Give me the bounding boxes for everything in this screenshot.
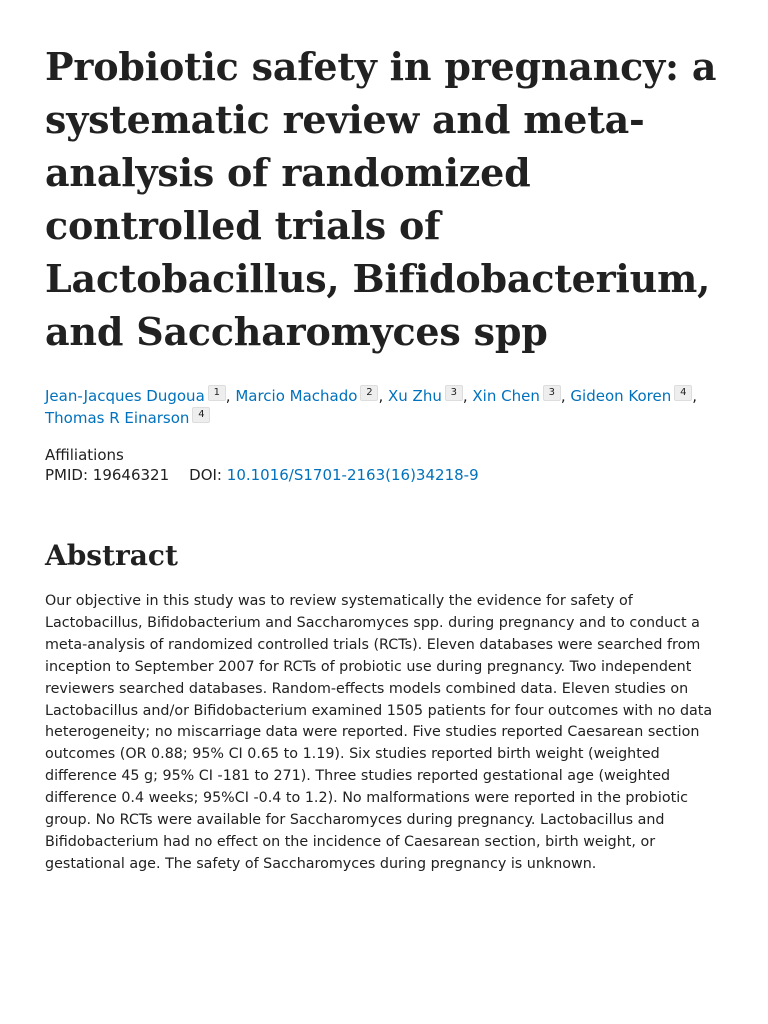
affiliation-ref[interactable]: 4 [192, 407, 210, 423]
affiliation-ref[interactable]: 3 [543, 385, 561, 401]
affiliation-ref[interactable]: 1 [208, 385, 226, 401]
author-separator: , [378, 387, 384, 405]
author-list [45, 385, 725, 429]
pmid-label: PMID: [45, 466, 89, 484]
article-page [45, 40, 725, 876]
affiliations-toggle[interactable]: Affiliations [45, 446, 124, 464]
author-link[interactable]: Gideon Koren [570, 387, 672, 405]
abstract-heading: Abstract [45, 539, 178, 572]
abstract-text: Our objective in this study was to review systematically the evidence for safety of Lactobacillus, Bifidobacterium and Saccharomyces spp. during pregnancy and to conduct a meta-analysis of randomized controlled trials (RCTs). Eleven databases were searched from inception to September 2007 for RCTs of probiotic use during pregnancy. Two independent reviewers searched databases. Random-effects models combined data. Eleven studies on Lactobacillus and/or Bifidobacterium examined 1505 patients for four outcomes with no data heterogeneity; no miscarriage data were reported. Five studies reported Caesarean section outcomes (OR 0.88; 95% CI 0.65 to 1.19). Six studies reported birth weight (weighted difference 45 g; 95% CI -181 to 271). Three studies reported gestational age (weighted difference 0.4 weeks; 95%CI -0.4 to 1.2). No malformations were reported in the probiotic group. No RCTs were available for Saccharomyces during pregnancy. Lactobacillus and Bifidobacterium had no effect on the incidence of Caesarean section, birth weight, or gestational age. The safety of Saccharomyces during pregnancy is unknown. [45, 593, 713, 872]
author-link[interactable]: Thomas R Einarson [45, 409, 190, 427]
article-title: Probiotic safety in pregnancy: a systematic review and meta-analysis of randomized controlled trials of Lactobacillus, Bifidobacterium, and Saccharomyces spp [45, 44, 717, 354]
author-separator: , [225, 387, 231, 405]
author-separator: , [462, 387, 468, 405]
doi-label: DOI: [189, 466, 222, 484]
author-separator: , [692, 387, 698, 405]
affiliation-ref[interactable]: 3 [445, 385, 463, 401]
author-link[interactable]: Jean-Jacques Dugoua [45, 387, 205, 405]
doi-link[interactable]: 10.1016/S1701-2163(16)34218-9 [226, 466, 479, 484]
pmid-value: 19646321 [92, 466, 170, 484]
author-link[interactable]: Marcio Machado [235, 387, 358, 405]
article-identifiers [45, 465, 725, 486]
author-link[interactable]: Xu Zhu [388, 387, 442, 405]
affiliation-ref[interactable]: 2 [360, 385, 378, 401]
author-separator: , [560, 387, 566, 405]
affiliation-ref[interactable]: 4 [674, 385, 692, 401]
author-link[interactable]: Xin Chen [472, 387, 540, 405]
